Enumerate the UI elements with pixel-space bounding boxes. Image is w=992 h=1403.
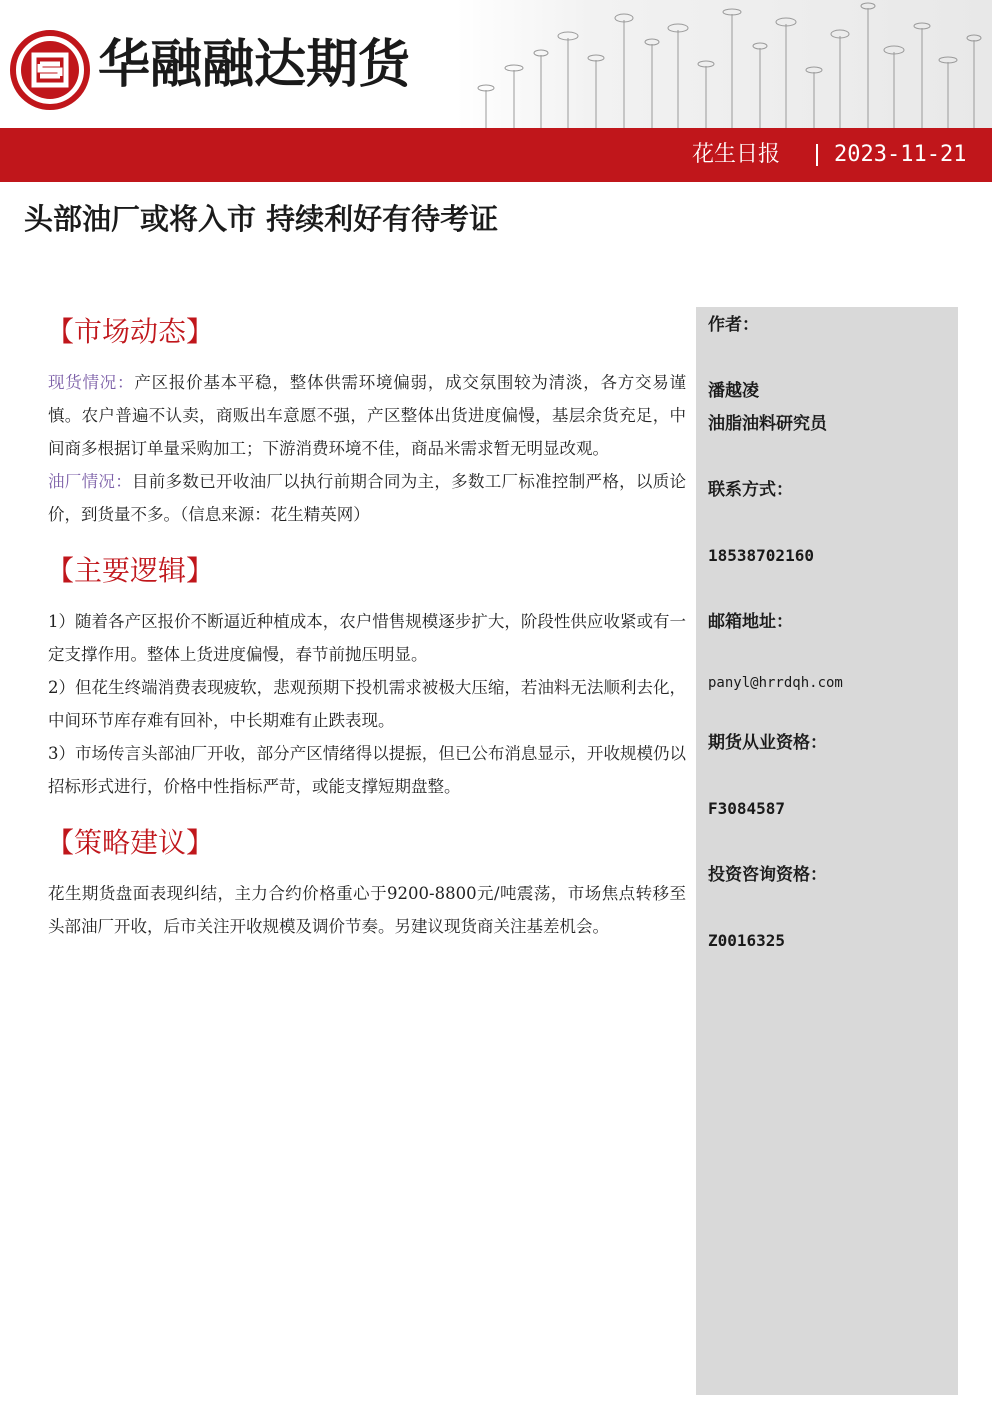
section-heading-market: 【市场动态】	[46, 315, 215, 348]
mill-label: 油厂情况：	[48, 472, 132, 491]
company-logo-icon	[10, 30, 90, 110]
author-name: 潘越凌	[708, 381, 759, 401]
spot-paragraph	[48, 366, 686, 465]
author-title: 油脂油料研究员	[708, 414, 827, 434]
spot-text: 产区报价基本平稳，整体供需环境偏弱，成交氛围较为清淡，各方交易谨慎。农户普遍不认卖，商贩出车意愿不强，产区整体出货进度偏慢，基层余货充足，中间商多根据订单量采购加工；下游消费环境不佳，商品米需求暂无明显改观。	[48, 373, 687, 458]
report-header	[0, 0, 992, 128]
logic-item-1: 1）随着各产区报价不断逼近种植成本，农户惜售规模逐步扩大，阶段性供应收紧或有一定支撑作用。整体上货进度偏慢，春节前抛压明显。	[48, 612, 686, 664]
invest-qual-number: Z0016325	[708, 931, 786, 950]
section-heading-strategy: 【策略建议】	[46, 826, 215, 859]
section-heading-logic: 【主要逻辑】	[46, 554, 215, 587]
mill-paragraph	[48, 465, 686, 531]
invest-qual-label: 投资咨询资格：	[708, 865, 827, 885]
banner-divider	[816, 144, 818, 166]
spot-label: 现货情况：	[48, 373, 135, 392]
mill-text: 目前多数已开收油厂以执行前期合同为主，多数工厂标准控制严格，以质论价，到货量不多。（信息来源：花生精英网）	[48, 472, 687, 524]
futures-qual-label: 期货从业资格：	[708, 733, 827, 753]
decorative-pattern	[456, 0, 992, 128]
futures-qual-number: F3084587	[708, 799, 786, 818]
email-address[interactable]: panyl@hrrdqh.com	[708, 675, 843, 691]
page-title: 头部油厂或将入市 持续利好有待考证	[24, 202, 499, 236]
author-label: 作者：	[708, 315, 759, 335]
contact-label: 联系方式：	[708, 480, 793, 500]
logic-item-3: 3）市场传言头部油厂开收，部分产区情绪得以提振，但已公布消息显示，开收规模仍以招标形式进行，价格中性指标严苛，或能支撑短期盘整。	[48, 744, 686, 796]
main-content	[48, 310, 686, 943]
strategy-text: 花生期货盘面表现纠结，主力合约价格重心于9200-8800元/吨震荡，市场焦点转移至头部油厂开收，后市关注开收规模及调价节奏。另建议现货商关注基差机会。	[48, 884, 686, 936]
email-label: 邮箱地址：	[708, 612, 793, 632]
author-sidebar	[696, 307, 958, 1395]
phone-number: 18538702160	[708, 546, 814, 565]
report-type: 花生日报	[691, 142, 780, 167]
logic-item-2: 2）但花生终端消费表现疲软，悲观预期下投机需求被极大压缩，若油料无法顺利去化，中间环节库存难有回补，中长期难有止跌表现。	[48, 678, 686, 730]
report-date: 2023-11-21	[834, 142, 967, 167]
company-name: 华融融达期货	[98, 35, 411, 95]
